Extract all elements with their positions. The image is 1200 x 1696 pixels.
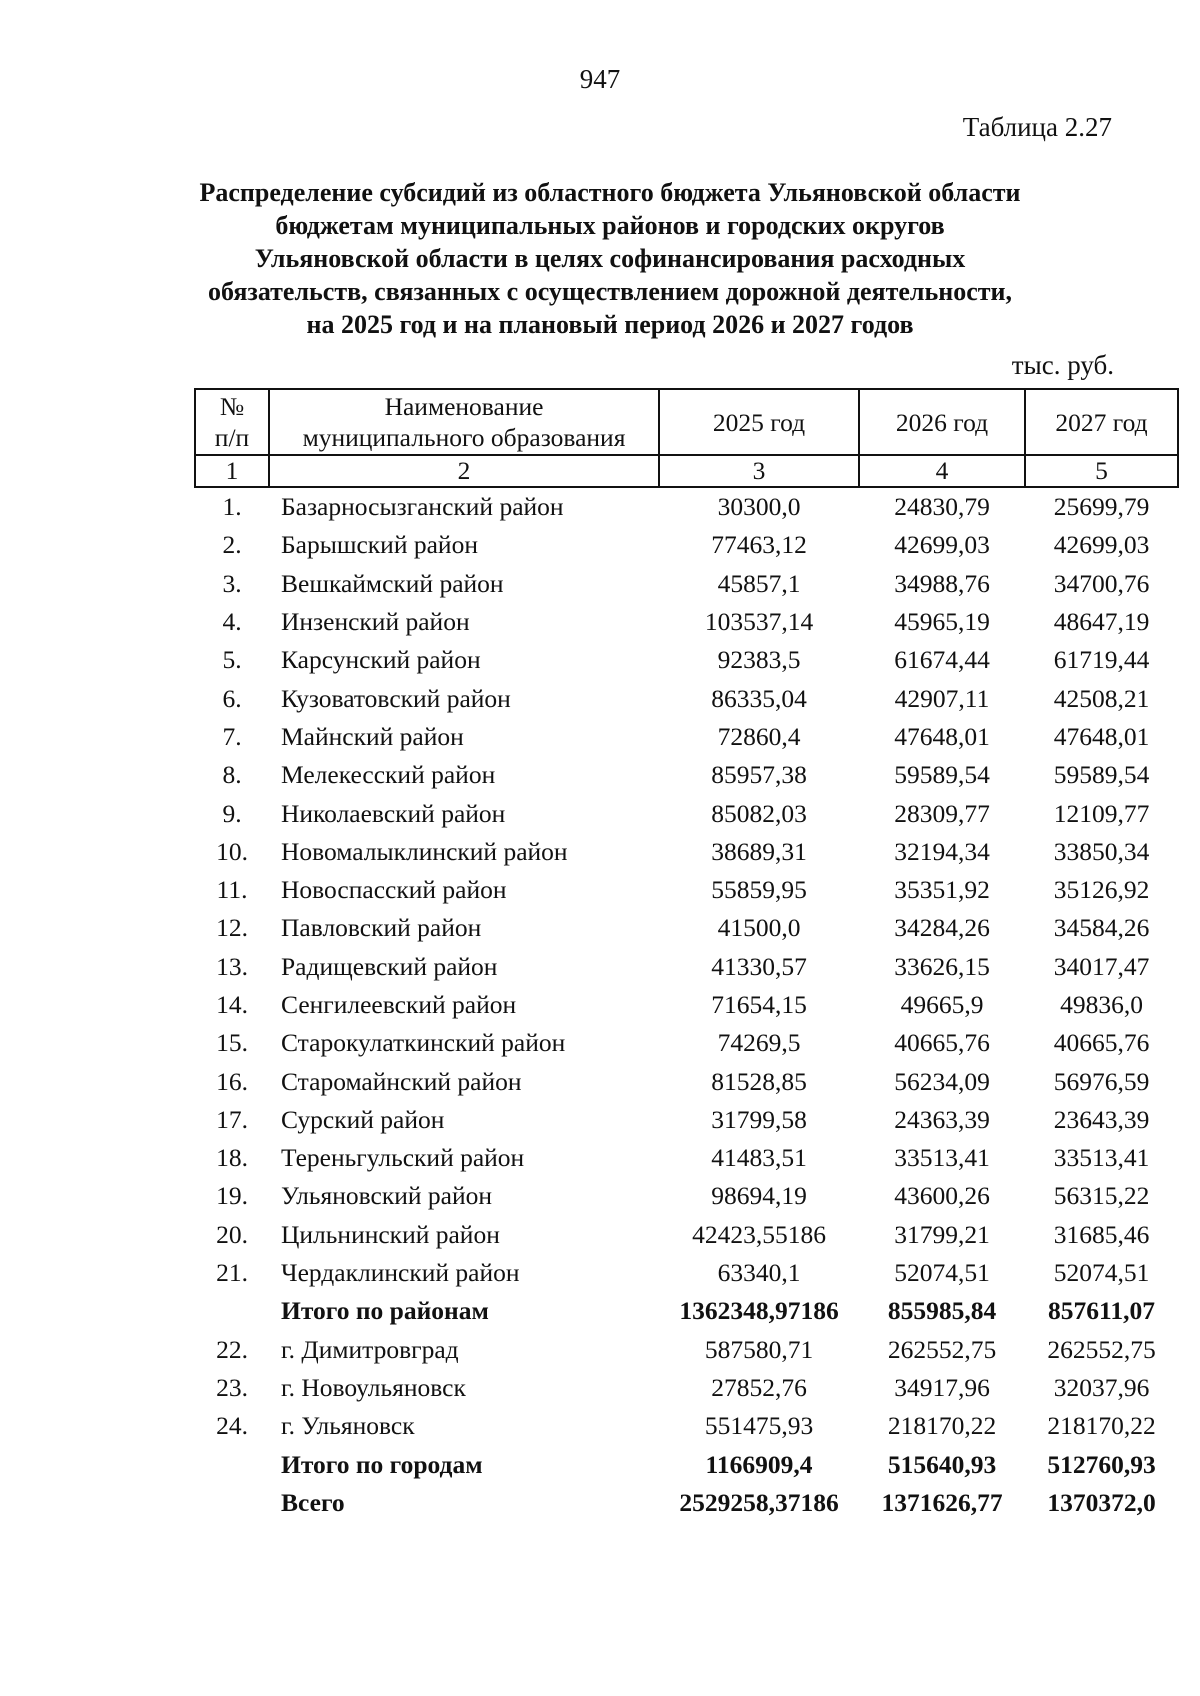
row-name: Ульяновский район [281,1181,493,1211]
value-2025: 31799,58 [711,1104,807,1134]
value-2025: 86335,04 [711,683,807,713]
column-number: 1 [195,455,269,487]
value-2027: 33513,41 [1053,1143,1150,1173]
value-2027: 34017,47 [1053,951,1150,981]
value-2026: 52074,51 [894,1258,990,1288]
row-name: г. Новоульяновск [281,1372,466,1402]
value-2026: 61674,44 [894,645,990,675]
table-row [195,679,1178,717]
value-2027: 49836,0 [1060,990,1143,1019]
row-name: Старокулаткинский район [281,1028,566,1058]
row-number: 12. [216,913,248,943]
table-title [160,176,1060,341]
value-2026: 42699,03 [894,530,990,560]
row-name: Сурский район [281,1104,445,1134]
value-2025: 30300,0 [717,492,801,522]
table-row [195,794,1178,832]
table-row [195,603,1178,641]
table-row [195,1139,1178,1177]
value-2025: 81528,85 [711,1066,807,1096]
table-row [195,833,1178,871]
value-2026: 34284,26 [894,913,990,943]
value-2027: 1370372,0 [1047,1487,1156,1517]
row-number: 3. [222,568,242,598]
row-name: Базарносызганский район [281,492,564,522]
value-2026: 218170,22 [887,1411,997,1441]
value-2027: 31685,46 [1053,1219,1150,1249]
value-2027: 25699,79 [1053,492,1150,522]
value-2027: 56315,22 [1053,1181,1150,1211]
row-name: г. Димитровград [281,1334,459,1364]
value-2027: 262552,75 [1047,1334,1156,1364]
row-number: 1. [222,492,242,522]
value-2026: 33513,41 [894,1143,990,1173]
value-2025: 41330,57 [711,951,807,981]
row-number: 19. [216,1181,248,1211]
row-number: 17. [216,1104,248,1134]
table-row [195,1101,1178,1139]
table-row [195,565,1178,603]
row-name: Павловский район [281,913,482,943]
value-2025: 551475,93 [704,1411,814,1441]
total-row [195,1484,1178,1522]
row-name: Мелекесский район [281,760,496,790]
value-2025: 27852,76 [711,1372,807,1402]
value-2026: 49665,9 [900,990,984,1019]
value-2025: 71654,15 [711,990,807,1019]
value-2027: 61719,44 [1053,645,1150,675]
table-row [195,1254,1178,1292]
table-body [195,487,1178,1522]
column-number-row [195,455,1178,487]
row-number: 11. [216,875,248,905]
row-number: 18. [216,1143,248,1173]
value-2027: 33850,34 [1053,836,1150,866]
value-2025: 74269,5 [717,1028,801,1058]
header-name-line1: Наименование [384,392,544,421]
value-2026: 47648,01 [894,721,990,751]
title-line: Распределение субсидий из областного бюджета Ульяновской области [199,178,1021,207]
value-2027: 42699,03 [1053,530,1150,560]
title-line: на 2025 год и на плановый период 2026 и 2027 годов [306,310,914,339]
value-2026: 45965,19 [894,607,990,637]
value-2027: 40665,76 [1053,1028,1150,1058]
value-2027: 35126,92 [1053,875,1150,905]
value-2027: 23643,39 [1053,1104,1150,1134]
value-2027: 218170,22 [1047,1411,1156,1441]
header-2027: 2027 год [1025,389,1178,455]
row-name: Вешкаймский район [281,568,504,598]
row-name: г. Ульяновск [281,1411,415,1441]
row-number: 21. [216,1258,248,1288]
value-2025: 85957,38 [711,760,807,790]
value-2026: 56234,09 [894,1066,990,1096]
value-2027: 512760,93 [1047,1449,1156,1479]
header-row [195,389,1178,455]
column-number: 5 [1025,455,1178,487]
table-row [195,909,1178,947]
row-number [195,1445,269,1483]
value-2026: 24363,39 [894,1104,990,1134]
row-name: Новоспасский район [281,875,507,905]
row-name: Новомалыклинский район [281,836,568,866]
row-name: Барышский район [281,530,478,560]
value-2026: 32194,34 [894,836,990,866]
value-2025: 77463,12 [711,530,807,560]
table-label: Таблица 2.27 [962,112,1112,142]
table-row [195,1369,1178,1407]
value-2027: 42508,21 [1053,683,1150,713]
row-name: Инзенский район [281,607,470,637]
row-number: 8. [222,760,242,790]
row-number: 6. [222,683,242,713]
row-number: 24. [216,1411,248,1441]
table-row [195,1407,1178,1445]
row-number: 4. [222,607,242,637]
row-number: 22. [216,1334,248,1364]
value-2027: 48647,19 [1053,607,1150,637]
row-number: 16. [216,1066,248,1096]
header-number-line1: № [219,392,245,421]
row-name: Радищевский район [281,951,498,981]
column-number: 3 [659,455,859,487]
total-row [195,1292,1178,1330]
row-number: 23. [216,1372,248,1402]
column-number: 4 [859,455,1025,487]
units-label: тыс. руб. [1011,350,1114,380]
row-name: Всего [281,1487,345,1517]
row-name: Майнский район [281,721,464,751]
value-2026: 33626,15 [894,951,990,981]
header-number [195,389,269,455]
value-2027: 47648,01 [1053,721,1150,751]
row-name: Карсунский район [281,645,481,675]
value-2026: 855985,84 [887,1296,997,1326]
value-2026: 35351,92 [894,875,990,905]
title-line: Ульяновской области в целях софинансирования расходных [254,244,966,273]
table-row [195,1216,1178,1254]
value-2026: 43600,26 [894,1181,990,1211]
value-2025: 41483,51 [711,1143,807,1173]
value-2026: 28309,77 [894,798,990,828]
page-number: 947 [579,64,621,94]
column-number: 2 [269,455,659,487]
value-2027: 12109,77 [1053,798,1150,828]
header-name [269,389,659,455]
row-number: 10. [216,836,248,866]
table-row [195,487,1178,526]
value-2026: 1371626,77 [881,1487,1003,1517]
row-number: 15. [216,1028,248,1058]
value-2026: 34988,76 [894,568,990,598]
value-2025: 1362348,97186 [679,1296,839,1326]
value-2025: 85082,03 [711,798,807,828]
value-2026: 262552,75 [887,1334,997,1364]
value-2027: 34700,76 [1053,568,1150,598]
value-2025: 38689,31 [711,836,807,866]
row-name: Чердаклинский район [281,1258,520,1288]
table-row [195,1177,1178,1215]
value-2025: 92383,5 [717,645,801,675]
value-2027: 52074,51 [1053,1258,1150,1288]
value-2026: 42907,11 [894,683,990,713]
row-number: 13. [216,951,248,981]
value-2027: 34584,26 [1053,913,1150,943]
subsidy-table [194,388,1179,1522]
header-number-line2: п/п [214,423,250,452]
row-name: Итого по районам [281,1296,489,1326]
row-number: 7. [222,721,242,751]
value-2025: 1166909,4 [705,1449,813,1479]
value-2026: 34917,96 [894,1372,990,1402]
row-number [195,1484,269,1522]
table-row [195,1062,1178,1100]
table-row [195,641,1178,679]
value-2025: 72860,4 [717,721,801,751]
value-2027: 857611,07 [1048,1296,1155,1326]
row-number: 20. [216,1219,248,1249]
value-2026: 31799,21 [894,1219,990,1249]
value-2027: 59589,54 [1053,760,1150,790]
row-name: Старомайнский район [281,1066,522,1096]
value-2026: 24830,79 [894,492,990,522]
table-row [195,1024,1178,1062]
row-number [195,1292,269,1330]
row-name: Итого по городам [281,1449,483,1479]
value-2025: 41500,0 [717,913,801,943]
value-2027: 56976,59 [1053,1066,1150,1096]
title-line: обязательств, связанных с осуществлением дорожной деятельности, [207,277,1013,306]
row-number: 9. [222,798,242,828]
table-row [195,871,1178,909]
row-number: 2. [222,530,242,560]
value-2026: 59589,54 [894,760,990,790]
row-number: 5. [222,645,242,675]
table-row [195,718,1178,756]
row-number: 14. [216,990,248,1019]
table-row [195,948,1178,986]
table-row [195,526,1178,564]
header-2025: 2025 год [659,389,859,455]
table-row [195,986,1178,1024]
table-row [195,1331,1178,1369]
total-row [195,1445,1178,1483]
value-2025: 63340,1 [717,1258,801,1288]
value-2025: 55859,95 [711,875,807,905]
title-line: бюджетам муниципальных районов и городских округов [275,211,945,240]
value-2025: 2529258,37186 [679,1487,839,1517]
header-name-line2: муниципального образования [302,423,626,452]
value-2026: 40665,76 [894,1028,990,1058]
value-2025: 98694,19 [711,1181,807,1211]
value-2025: 42423,55186 [692,1219,826,1249]
row-name: Кузоватовский район [281,683,511,713]
row-name: Николаевский район [281,798,506,828]
value-2027: 32037,96 [1053,1372,1150,1402]
row-name: Сенгилеевский район [281,990,517,1019]
value-2025: 103537,14 [704,607,814,637]
value-2025: 587580,71 [704,1334,814,1364]
row-name: Цильнинский район [281,1219,500,1249]
value-2026: 515640,93 [887,1449,997,1479]
header-2026: 2026 год [859,389,1025,455]
row-name: Тереньгульский район [281,1143,525,1173]
value-2025: 45857,1 [717,568,801,598]
table-row [195,756,1178,794]
